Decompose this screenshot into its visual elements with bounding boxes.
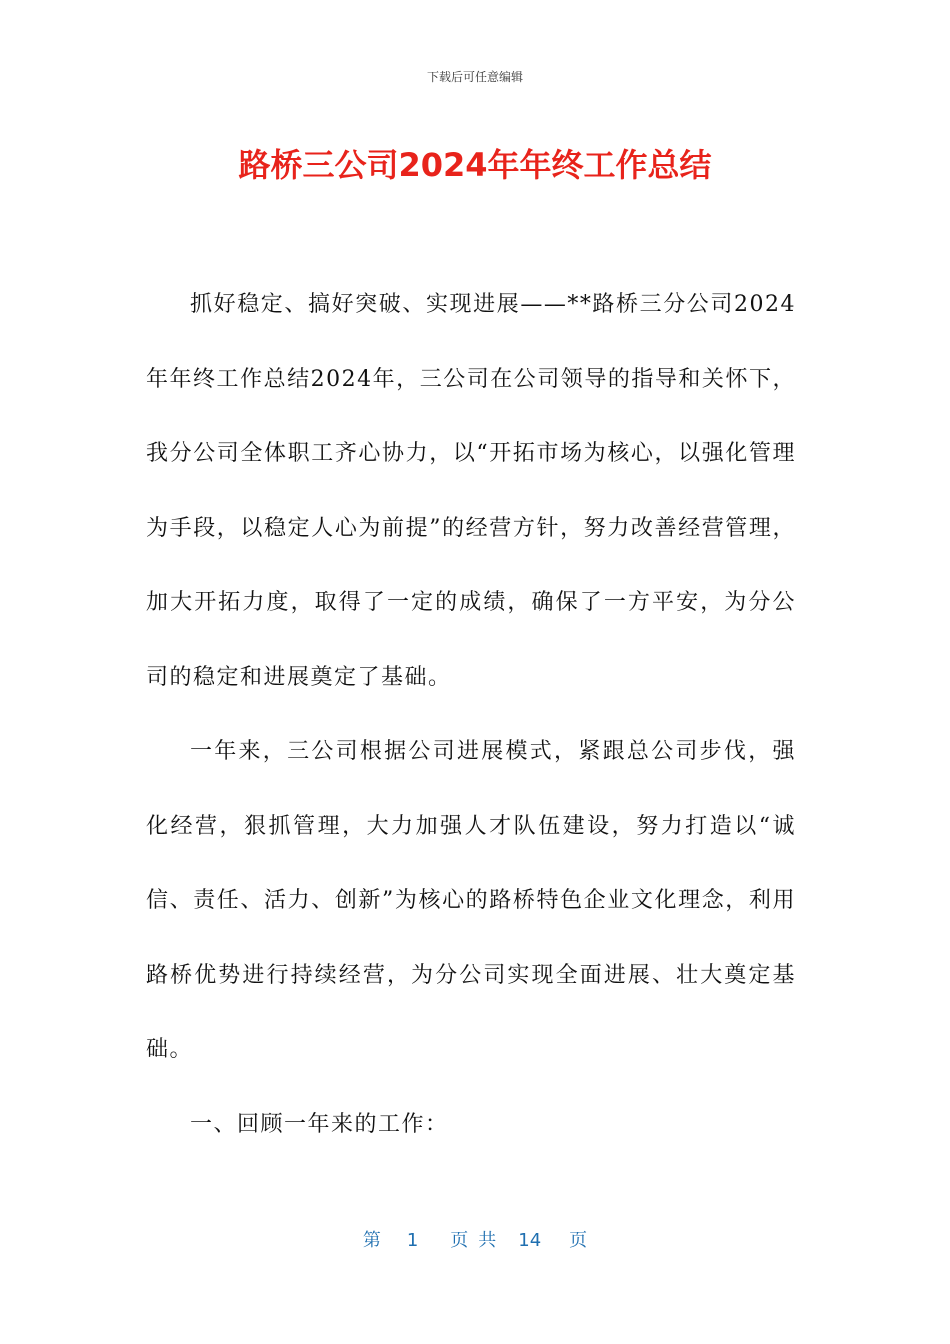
footer-page-suffix: 页 bbox=[569, 1230, 588, 1251]
footer-page-number: 1 bbox=[406, 1230, 419, 1251]
paragraph-intro: 抓好稳定、搞好突破、实现进展——**路桥三分公司2024年年终工作总结2024年，三公司在公司领导的指导和关怀下，我分公司全体职工齐心协力，以“开拓市场为核心，以强化管理为手段，以稳定人心为前提”的经营方针，努力改善经营管理，加大开拓力度，取得了一定的成绩，确保了一方平安，为分公司的稳定和进展奠定了基础。 bbox=[146, 292, 796, 690]
footer-page-mid: 页 bbox=[450, 1230, 469, 1251]
document-body bbox=[146, 268, 796, 1162]
paragraph-year-review: 一年来，三公司根据公司进展模式，紧跟总公司步伐，强化经营，狠抓管理，大力加强人才队伍建设，努力打造以“诚信、责任、活力、创新”为核心的路桥特色企业文化理念，利用路桥优势进行持续经营，为分公司实现全面进展、壮大奠定基础。 bbox=[146, 739, 796, 1062]
header-note: 下载后可任意编辑 bbox=[426, 70, 523, 84]
document-title: 路桥三公司2024年年终工作总结 bbox=[238, 146, 712, 184]
page-footer bbox=[0, 1226, 950, 1252]
footer-page-prefix: 第 bbox=[362, 1230, 381, 1251]
footer-total-prefix: 共 bbox=[478, 1230, 497, 1251]
section-heading-review: 一、回顾一年来的工作： bbox=[190, 1111, 449, 1137]
footer-total-pages: 14 bbox=[518, 1230, 542, 1251]
